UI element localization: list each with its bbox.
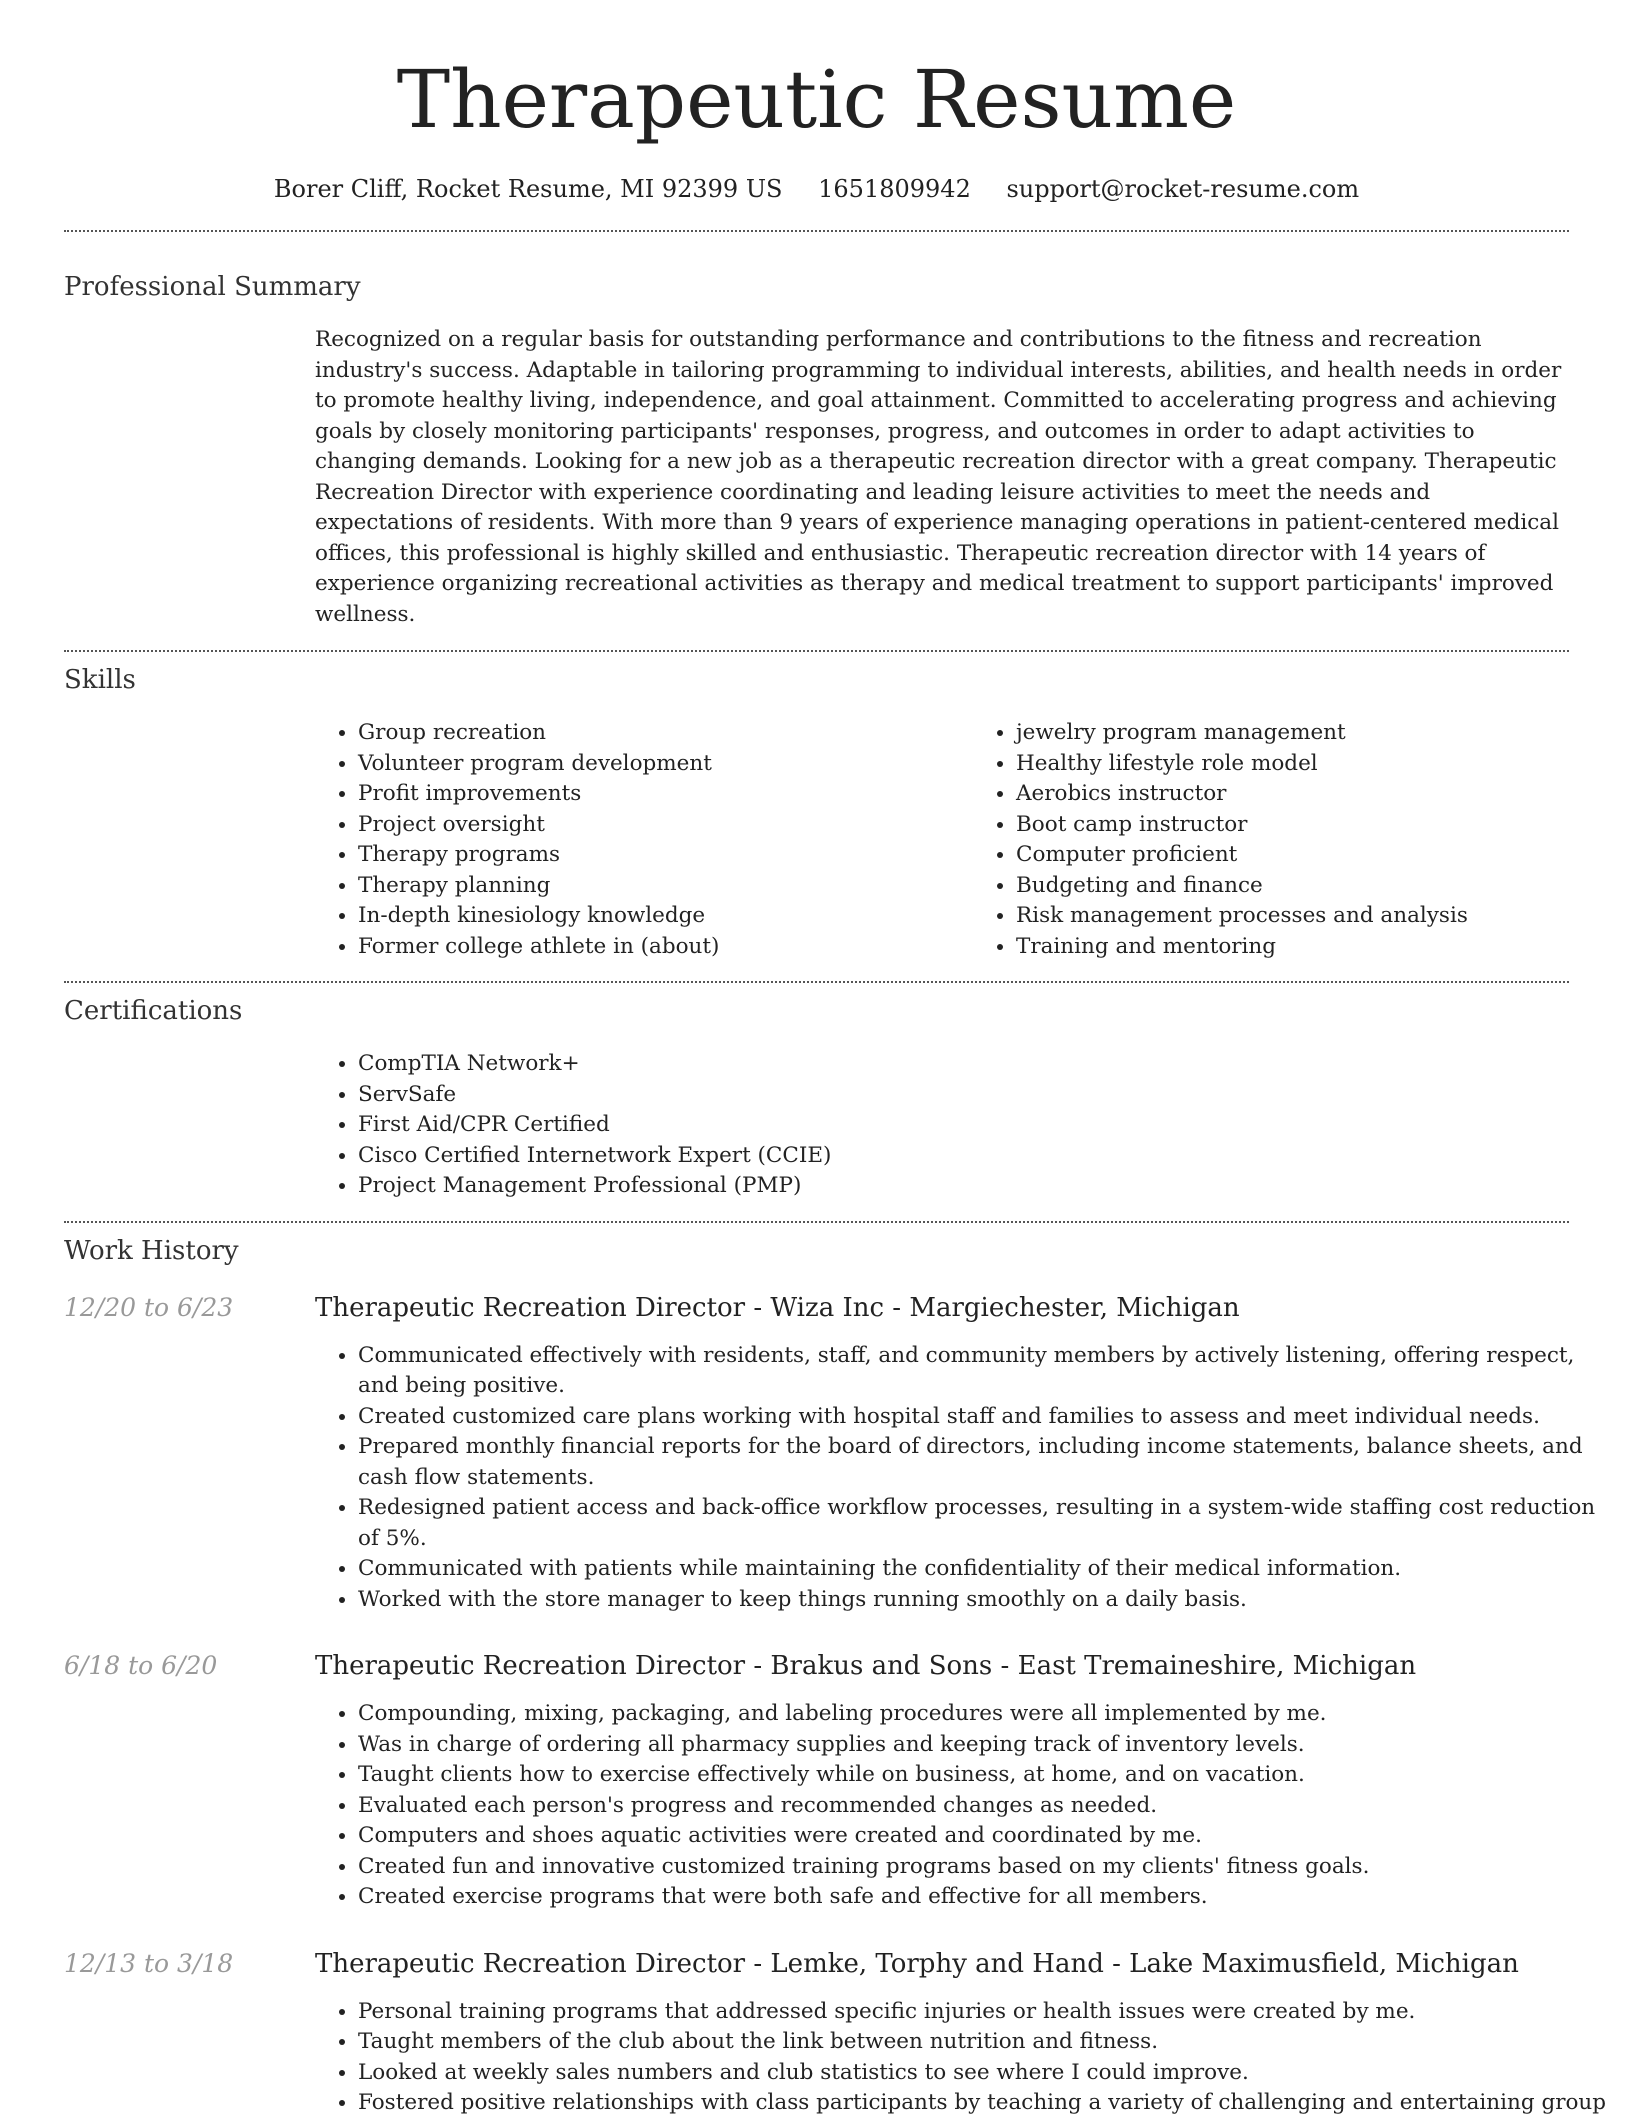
summary-text: Recognized on a regular basis for outstanding performance and contributions to the fitness and recreation industry's success. Adaptable in tailoring programming to individual interests, abilities, and health needs in order to promote healthy living, independence, and goal attainment. Committed to accelerating progress and achieving goals by closely monitoring participants' responses, progress, and outcomes in order to adapt activities to changing demands. Looking for a new job as a therapeutic recreation director with a great company. Therapeutic Recreation Director with experience coordinating and leading leisure activities to meet the needs and expectations of residents. With more than 9 years of experience managing operations in patient-centered medical offices, this professional is highly skilled and enthusiastic. Therapeutic recreation director with 14 years of experience organizing recreational activities as therapy and medical treatment to support participants' improved wellness.	[315, 327, 1562, 627]
job-dates: 6/18 to 6/20	[64, 1651, 218, 1680]
skill-item: • Group recreation	[358, 718, 930, 749]
contact-email: support@rocket-resume.com	[1006, 175, 1360, 203]
skill-item: • jewelry program management	[1016, 718, 1588, 749]
section-divider	[64, 981, 1569, 983]
section-divider	[64, 1221, 1569, 1223]
contact-phone: 1651809942	[818, 175, 971, 203]
skill-item: • Budgeting and finance	[1016, 871, 1588, 902]
summary-heading: Professional Summary	[64, 272, 361, 302]
skill-item: • Risk management processes and analysis	[1016, 901, 1588, 932]
job-bullet: • Created fun and innovative customized training programs based on my clients' fitness goals.	[358, 1852, 1612, 1883]
job-bullet: • Prepared monthly financial reports for the board of directors, including income statements, balance sheets, and cash flow statements.	[358, 1432, 1612, 1493]
job-title: Therapeutic Recreation Director - Brakus and Sons - East Tremaineshire, Michigan	[315, 1651, 1417, 1681]
job-bullet: • Created customized care plans working with hospital staff and families to assess and meet individual needs.	[358, 1402, 1612, 1433]
resume-header	[64, 53, 1569, 204]
job-bullets	[315, 1699, 1612, 1913]
skill-item: • Therapy planning	[358, 871, 930, 902]
job-bullet: • Communicated with patients while maintaining the confidentiality of their medical information.	[358, 1554, 1612, 1585]
skills-column-left	[315, 718, 930, 962]
job-entry	[64, 1651, 1569, 1913]
job-bullet: • Redesigned patient access and back-office workflow processes, resulting in a system-wide staffing cost reduction of 5%.	[358, 1493, 1612, 1554]
skills-column-right	[973, 718, 1588, 962]
work-history-heading: Work History	[64, 1235, 239, 1266]
job-bullet: • Taught members of the club about the link between nutrition and fitness.	[358, 2027, 1612, 2058]
contact-address: Borer Cliff, Rocket Resume, MI 92399 US	[273, 175, 783, 203]
job-bullet: • Personal training programs that addressed specific injuries or health issues were created by me.	[358, 1997, 1612, 2028]
skills-list	[315, 718, 1569, 962]
certifications-list	[315, 1049, 1569, 1202]
skill-item: • Project oversight	[358, 810, 930, 841]
job-bullet: • Was in charge of ordering all pharmacy supplies and keeping track of inventory levels.	[358, 1730, 1612, 1761]
job-bullet: • Compounding, mixing, packaging, and labeling procedures were all implemented by me.	[358, 1699, 1612, 1730]
certifications-heading: Certifications	[64, 996, 243, 1026]
job-dates: 12/20 to 6/23	[64, 1292, 234, 1322]
resume-name: Therapeutic Resume	[396, 53, 1237, 146]
skill-item: • Computer proficient	[1016, 840, 1588, 871]
skill-item: • Former college athlete in (about)	[358, 932, 930, 963]
job-bullet: • Evaluated each person's progress and recommended changes as needed.	[358, 1791, 1612, 1822]
certification-item: • Cisco Certified Internetwork Expert (CCIE)	[358, 1141, 1569, 1172]
section-divider	[64, 650, 1569, 652]
skill-item: • Profit improvements	[358, 779, 930, 810]
certification-item: • ServSafe	[358, 1080, 1569, 1111]
job-bullet: • Taught clients how to exercise effectively while on business, at home, and on vacation.	[358, 1760, 1612, 1791]
certification-item: • Project Management Professional (PMP)	[358, 1171, 1569, 1202]
job-bullets	[315, 1997, 1612, 2119]
skills-heading: Skills	[64, 665, 136, 695]
skill-item: • Training and mentoring	[1016, 932, 1588, 963]
job-bullet: • Fostered positive relationships with class participants by teaching a variety of challenging and entertaining group	[358, 2088, 1612, 2119]
skill-item: • Healthy lifestyle role model	[1016, 749, 1588, 780]
job-title: Therapeutic Recreation Director - Wiza Inc - Margiechester, Michigan	[315, 1292, 1240, 1323]
job-bullet: • Communicated effectively with residents, staff, and community members by actively listening, offering respect, and being positive.	[358, 1341, 1612, 1402]
job-bullets	[315, 1341, 1612, 1616]
certification-item: • CompTIA Network+	[358, 1049, 1569, 1080]
skill-item: • Therapy programs	[358, 840, 930, 871]
job-title: Therapeutic Recreation Director - Lemke, Torphy and Hand - Lake Maximusfield, Michigan	[315, 1948, 1519, 1979]
job-bullet: • Computers and shoes aquatic activities were created and coordinated by me.	[358, 1821, 1612, 1852]
job-bullet: • Worked with the store manager to keep things running smoothly on a daily basis.	[358, 1585, 1612, 1616]
contact-line	[64, 174, 1569, 204]
job-entry	[64, 1292, 1596, 1616]
resume-page	[64, 0, 1607, 2119]
skill-item: • In-depth kinesiology knowledge	[358, 901, 930, 932]
skill-item: • Volunteer program development	[358, 749, 930, 780]
skill-item: • Boot camp instructor	[1016, 810, 1588, 841]
section-divider	[64, 230, 1569, 232]
certifications-bullets	[315, 1049, 1569, 1202]
job-bullet: • Created exercise programs that were both safe and effective for all members.	[358, 1882, 1612, 1913]
job-dates: 12/13 to 3/18	[64, 1948, 234, 1978]
skill-item: • Aerobics instructor	[1016, 779, 1588, 810]
job-entry	[64, 1948, 1607, 2119]
certification-item: • First Aid/CPR Certified	[358, 1110, 1569, 1141]
job-bullet: • Looked at weekly sales numbers and club statistics to see where I could improve.	[358, 2058, 1612, 2089]
